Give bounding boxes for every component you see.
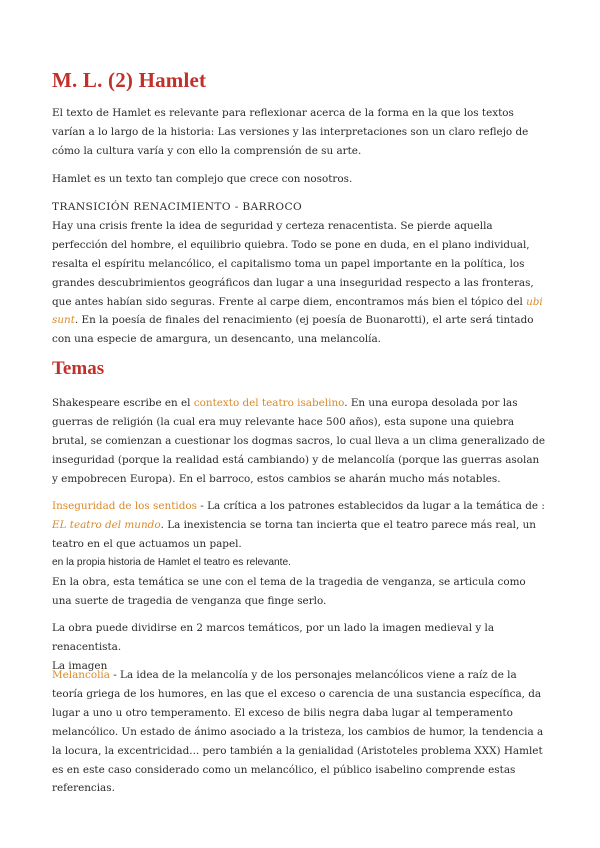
transicion-text-b: . En la poesía de finales del renacimiento (ej poesía de Buonarotti), el arte será tintado con una especie de amargura, un desencanto, una melancolía. (52, 314, 534, 346)
transicion-text-a: Hay una crisis frente la idea de seguridad y certeza renacentista. Se pierde aquella perfección del hombre, el equilibrio quiebra. Todo se pone en duda, en el plano individual, resalta el espíritu melancólico, el capitalismo toma un papel importante en la política, los grandes descubrimientos geográficos dan lugar a una inseguridad respecto a las fronteras, que antes habían sido seguras. Frente al carpe diem, encontramos más bien el tópico del (52, 219, 534, 308)
inseguridad-text (52, 497, 548, 554)
temas-text-a: Shakespeare escribe en el (52, 397, 194, 409)
melancolia-section (52, 666, 548, 798)
transicion-section (52, 198, 548, 349)
intro-paragraph (52, 104, 548, 161)
intro-text-2: Hamlet es un texto tan complejo que crece con nosotros. (52, 173, 353, 185)
inseguridad-text-a: - La crítica a los patrones establecidos da lugar a la temática de : (196, 500, 545, 512)
temas-intro-text (52, 394, 548, 489)
temas-text-b: . En una europa desolada por las guerras de religión (la cual era muy relevante hace 500 años), esta supone una quiebra brutal, se comienzan a cuestionar los dogmas sacros, lo cual lleva a un clima generalizado de inseguridad (porque la realidad está cambiando) y de melancolía (porque las guerras asolan y empobrecen Europa). En el barroco, estos cambios se aharán mucho más notables. (52, 397, 546, 485)
ubi-sunt-term: ubi sunt (52, 295, 543, 327)
intro-paragraph-2 (52, 170, 548, 189)
contexto-teatro-link: contexto del teatro isabelino (193, 397, 345, 409)
intro-text: El texto de Hamlet es relevante para reflexionar acerca de la forma en la que los textos varían a lo largo de la historia: Las versiones y las interpretaciones son un claro reflejo de cómo la cultura varía y con ello la comprensión de su arte. (52, 107, 529, 157)
transicion-heading: TRANSICIÓN RENACIMIENTO - BARROCO (52, 201, 303, 213)
melancolia-title: Melancolía (52, 669, 110, 681)
temas-heading: Temas (52, 358, 105, 379)
inseguridad-text-b: . La inexistencia se torna tan incierta que el teatro parece más real, un teatro en el que actuamos un papel. (52, 518, 536, 550)
marcos-text-a: La obra puede dividirse en 2 marcos temáticos, por un lado la imagen medieval y la renacentista. (52, 622, 495, 653)
inseguridad-text-d: En la obra, esta temática se une con el tema de la tragedia de venganza, se articula como una suerte de tragedia de venganza que finge serlo. (52, 575, 526, 607)
inseguridad-text-c: en la propia historia de Hamlet el teatro es relevante. (52, 556, 291, 568)
inseguridad-title: Inseguridad de los sentidos (52, 500, 197, 512)
melancolia-text (52, 666, 548, 798)
inseguridad-section (52, 497, 548, 610)
transicion-text (52, 217, 548, 349)
page-title: M. L. (2) Hamlet (52, 68, 207, 92)
marcos-text-b: La imagen (52, 659, 108, 672)
temas-intro (52, 394, 548, 489)
teatro-mundo-term: EL teatro del mundo (52, 518, 161, 531)
melancolia-body: - La idea de la melancolía y de los personajes melancólicos viene a raíz de la teoría griega de los humores, en las que el exceso o carencia de una sustancia específica, da lugar a uno u otro temperamento. El exceso de bilis negra daba lugar al temperamento melancólico. Un estado de ánimo asociado a la tristeza, los cambios de humor, la tendencia a la locura, la excentricidad... pero también a la genialidad (Aristoteles problema XXX) Hamlet es en este caso considerado como un melancólico, el público isabelino comprende estas referencias. (52, 669, 544, 795)
